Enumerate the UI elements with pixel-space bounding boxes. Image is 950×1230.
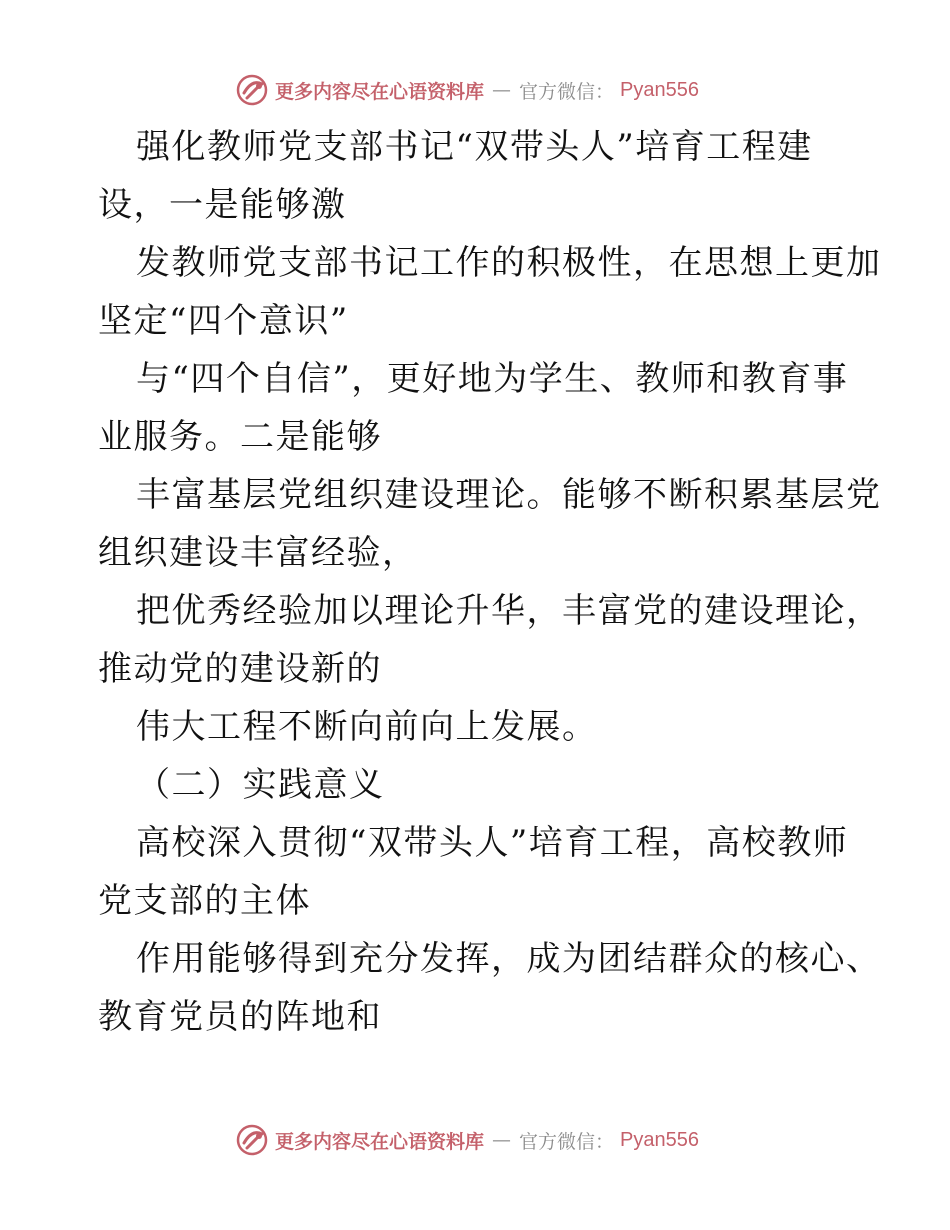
text-line: 把优秀经验加以理论升华，丰富党的建设理论， (136, 591, 882, 631)
header-banner (0, 70, 950, 110)
footer-banner (0, 1120, 950, 1160)
text-line: 组织建设丰富经验， (98, 533, 418, 573)
section-heading: （二）实践意义 (136, 765, 385, 805)
footer-banner-dash: — (492, 1129, 512, 1151)
footer-wechat-id: Pyan556 (620, 1128, 699, 1151)
header-wechat-label: 官方微信： (519, 80, 615, 103)
text-line: 发教师党支部书记工作的积极性，在思想上更加 (136, 243, 882, 283)
text-line: 坚定“四个意识” (98, 301, 349, 341)
footer-banner-text: 更多内容尽在心语资料库 (275, 1130, 485, 1153)
text-line: 作用能够得到充分发挥，成为团结群众的核心、 (136, 939, 882, 979)
header-wechat-id: Pyan556 (620, 78, 699, 101)
text-line: 设，一是能够激 (98, 185, 347, 225)
text-line: 业服务。二是能够 (98, 417, 382, 457)
text-line: 强化教师党支部书记“双带头人”培育工程建 (136, 127, 813, 167)
text-line: 高校深入贯彻“双带头人”培育工程，高校教师 (136, 823, 849, 863)
text-line: 与“四个自信”，更好地为学生、教师和教育事 (136, 359, 849, 399)
text-line: 伟大工程不断向前向上发展。 (136, 707, 598, 747)
text-line: 教育党员的阵地和 (98, 997, 382, 1037)
brand-logo-icon (235, 1123, 269, 1157)
header-banner-inner (235, 73, 699, 107)
text-line: 党支部的主体 (98, 881, 311, 921)
text-line: 推动党的建设新的 (98, 649, 382, 689)
footer-wechat-label: 官方微信： (519, 1130, 615, 1153)
footer-banner-inner (235, 1123, 699, 1157)
text-line: 丰富基层党组织建设理论。能够不断积累基层党 (136, 475, 882, 515)
document-body (98, 118, 882, 1046)
header-banner-dash: — (492, 79, 512, 101)
brand-logo-icon (235, 73, 269, 107)
header-banner-text: 更多内容尽在心语资料库 (275, 80, 485, 103)
